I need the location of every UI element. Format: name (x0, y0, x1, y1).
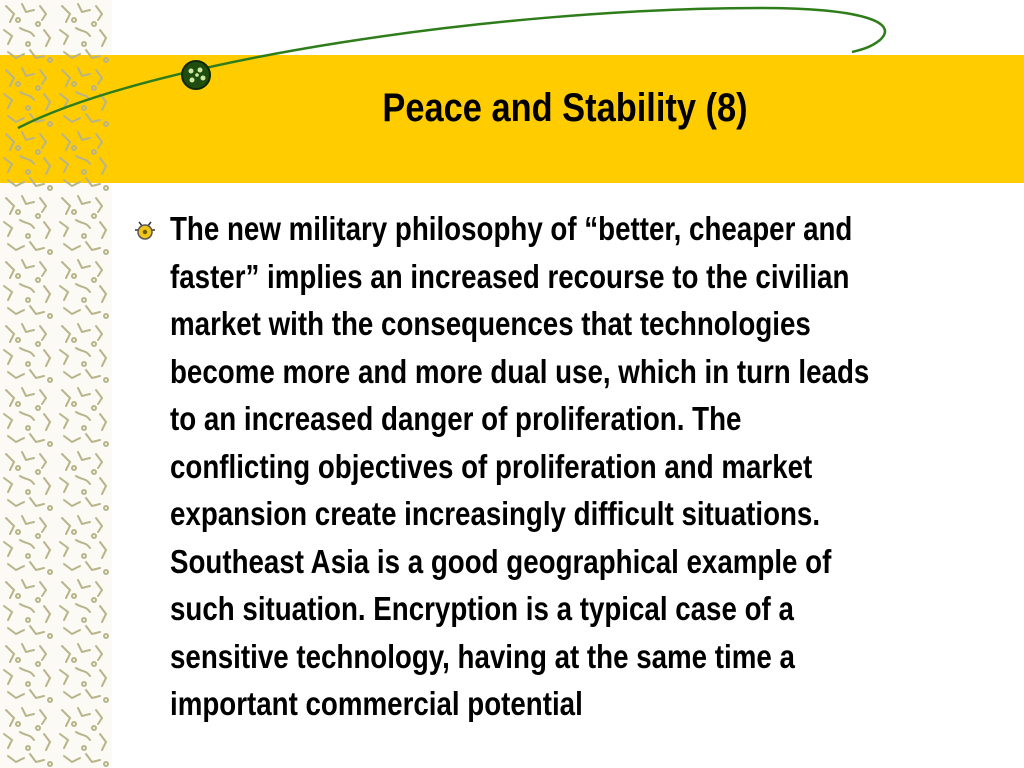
bullet-line: The new military philosophy of “better, cheaper and (170, 210, 853, 247)
bullet-line: Southeast Asia is a good geographical example of (170, 542, 832, 580)
slide-title: Peace and Stability (8) (382, 86, 748, 130)
bullet-line: expansion create increasingly difficult situations. (170, 495, 821, 532)
bullet-line: market with the consequences that technologies (170, 305, 811, 342)
bullet-item (122, 205, 1012, 728)
bullet-line: to an increased danger of proliferation. The (170, 400, 742, 437)
bullet-line: become more and more dual use, which in turn leads (170, 352, 870, 390)
slide-content (122, 205, 1012, 728)
bullet-text (170, 205, 1010, 728)
bullet-line: faster” implies an increased recourse to the civilian (170, 257, 850, 295)
bullet-line: important commercial potential (170, 685, 583, 722)
bug-bullet-icon (132, 217, 158, 243)
bullet-line: conflicting objectives of proliferation and market (170, 447, 813, 485)
bullet-line: such situation. Encryption is a typical case of a (170, 590, 794, 627)
green-orb-icon (182, 61, 210, 89)
bullet-line: sensitive technology, having at the same time a (170, 637, 795, 675)
